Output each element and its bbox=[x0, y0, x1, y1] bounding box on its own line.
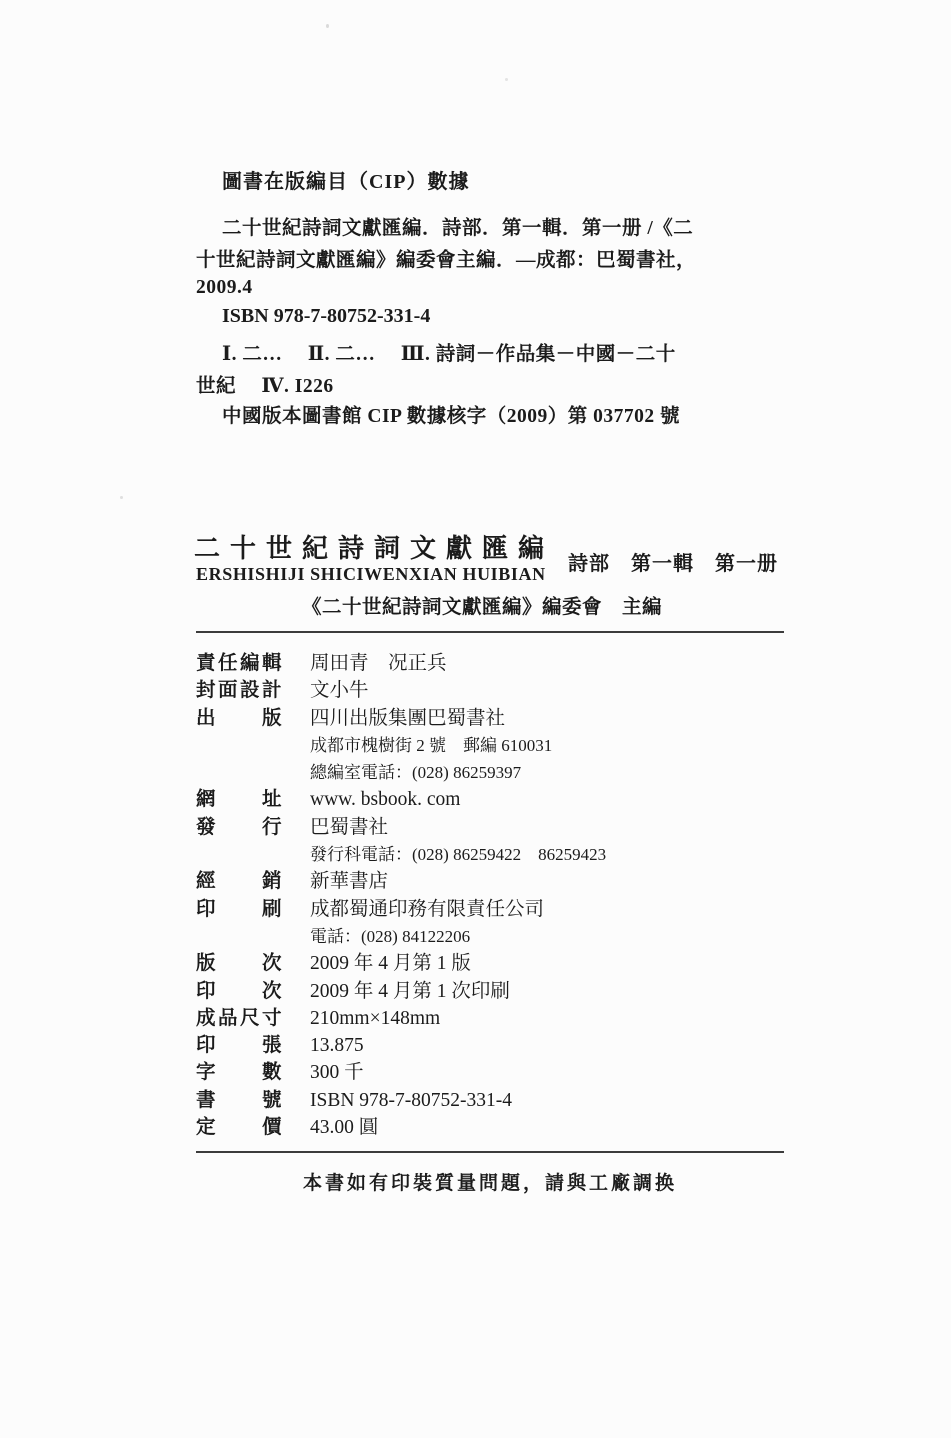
row-label: 書號 bbox=[196, 1089, 282, 1111]
row-value: 文小牛 bbox=[310, 680, 369, 702]
row-subline: 總編室電話：(028) 86259397 bbox=[310, 763, 522, 783]
cip-description-line: 二十世紀詩詞文獻匯編．詩部．第一輯．第一册 /《二 bbox=[222, 218, 694, 239]
table-row bbox=[196, 705, 796, 732]
scan-speck bbox=[505, 78, 508, 81]
row-label: 印次 bbox=[196, 980, 282, 1002]
cip-description-line: 2009.4 bbox=[196, 277, 253, 298]
row-label: 出版 bbox=[196, 707, 282, 729]
cip-classification-line: Ⅰ. 二… Ⅱ. 二… Ⅲ. 詩詞－作品集－中國－二十 bbox=[222, 344, 676, 365]
book-title-pinyin: ERSHISHIJI SHICIWENXIAN HUIBIAN bbox=[196, 564, 546, 584]
table-row bbox=[196, 950, 796, 977]
row-value: 2009 年 4 月第 1 次印刷 bbox=[310, 980, 510, 1002]
table-row bbox=[196, 1087, 796, 1114]
row-label: 字數 bbox=[196, 1062, 282, 1084]
row-subline: 發行科電話：(028) 86259422 86259423 bbox=[310, 845, 607, 865]
book-editor-line: 《二十世紀詩詞文獻匯編》編委會 主編 bbox=[302, 597, 663, 618]
row-value: 巴蜀書社 bbox=[310, 816, 389, 838]
table-row bbox=[196, 1032, 796, 1059]
row-value: 成都蜀通印務有限責任公司 bbox=[310, 898, 545, 920]
scan-speck bbox=[326, 24, 329, 28]
row-label: 印張 bbox=[196, 1035, 282, 1057]
table-row bbox=[196, 868, 796, 895]
cip-classification-line: 世紀 Ⅳ. I226 bbox=[196, 376, 334, 397]
row-value: ISBN 978-7-80752-331-4 bbox=[310, 1089, 513, 1111]
cip-description-line: 十世紀詩詞文獻匯編》編委會主編．—成都：巴蜀書社， bbox=[196, 250, 697, 271]
row-label: 版次 bbox=[196, 953, 282, 975]
quality-notice: 本書如有印裝質量問題，請與工廠調换 bbox=[302, 1173, 677, 1194]
book-volume-info: 詩部 第一輯 第一册 bbox=[568, 553, 778, 575]
table-row bbox=[196, 814, 796, 841]
row-label: 封面設計 bbox=[196, 680, 282, 702]
row-value: 13.875 bbox=[310, 1035, 364, 1057]
book-title: 二十世紀詩詞文獻匯編 bbox=[194, 534, 555, 563]
table-row bbox=[196, 650, 796, 677]
row-value: 四川出版集團巴蜀書社 bbox=[310, 707, 506, 729]
cip-record-number: 中國版本圖書館 CIP 數據核字（2009）第 037702 號 bbox=[222, 406, 681, 427]
row-label: 發行 bbox=[196, 816, 282, 838]
row-value: 新華書店 bbox=[310, 871, 389, 893]
cip-heading: 圖書在版編目（CIP）數據 bbox=[222, 171, 470, 193]
table-row bbox=[196, 896, 796, 923]
divider-rule-top bbox=[196, 631, 784, 633]
table-row bbox=[196, 1005, 796, 1032]
row-subline: 電話：(028) 84122206 bbox=[310, 926, 471, 946]
colophon-table bbox=[196, 650, 796, 1141]
table-row bbox=[196, 1059, 796, 1086]
table-row bbox=[196, 786, 796, 813]
row-label: 責任編輯 bbox=[196, 653, 282, 674]
table-row bbox=[196, 677, 796, 704]
row-value: 周田青 况正兵 bbox=[310, 653, 447, 674]
row-value: 2009 年 4 月第 1 版 bbox=[310, 953, 471, 975]
row-label: 經銷 bbox=[196, 871, 282, 893]
row-value: 300 千 bbox=[310, 1062, 364, 1084]
table-row bbox=[196, 978, 796, 1005]
row-label: 印刷 bbox=[196, 898, 282, 920]
row-value: 210mm×148mm bbox=[310, 1007, 441, 1029]
row-value: www. bsbook. com bbox=[310, 789, 461, 811]
cip-isbn: ISBN 978-7-80752-331-4 bbox=[222, 305, 431, 327]
scan-speck bbox=[120, 496, 123, 499]
row-value: 43.00 圓 bbox=[310, 1117, 379, 1139]
table-row bbox=[196, 1114, 796, 1141]
divider-rule-bottom bbox=[196, 1151, 784, 1153]
row-subline: 成都市槐樹街 2 號 郵編 610031 bbox=[310, 735, 553, 755]
row-label: 網址 bbox=[196, 789, 282, 811]
row-label: 定價 bbox=[196, 1117, 282, 1139]
row-label: 成品尺寸 bbox=[196, 1007, 282, 1029]
